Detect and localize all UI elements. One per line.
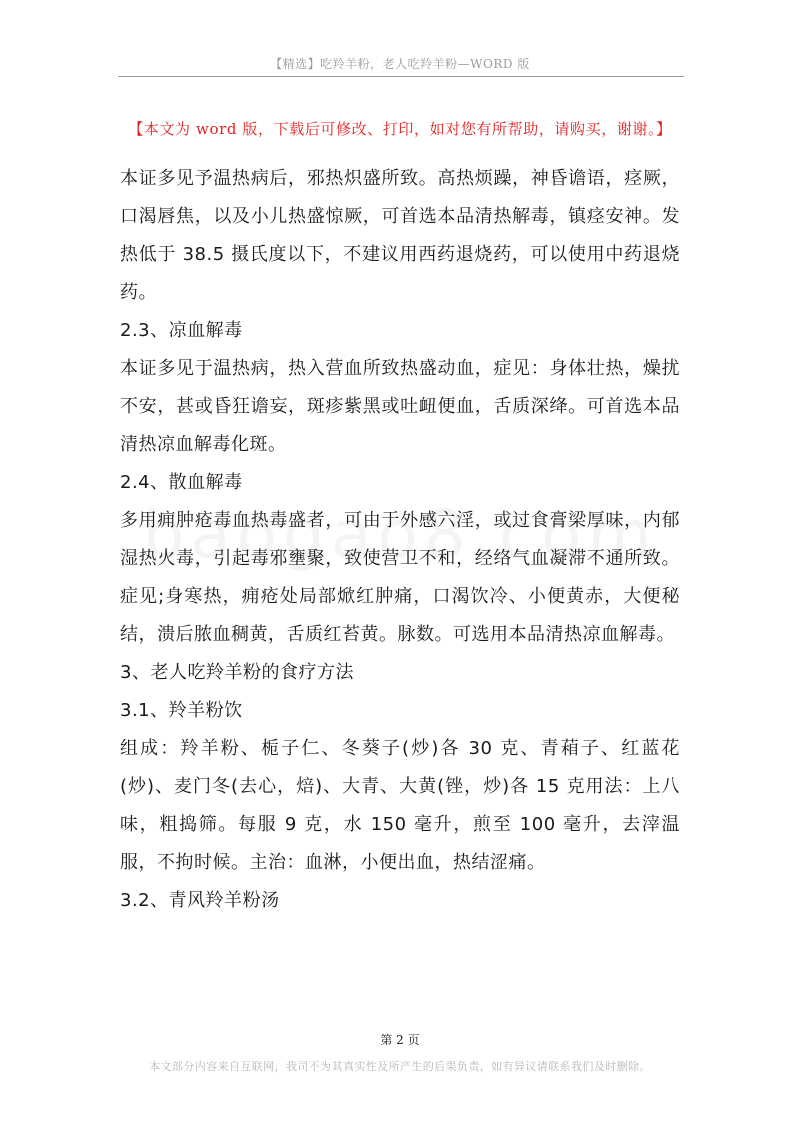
footer-disclaimer: 本文部分内容来自互联网，我司不为其真实性及所产生的后果负责，如有异议请联系我们及时删除。 [149,1060,651,1073]
page-number: 第 2 页 [380,1033,420,1047]
header-divider [118,76,684,77]
paragraph-recipe: 组成：羚羊粉、栀子仁、冬葵子(炒)各 30 克、青葙子、红蓝花(炒)、麦门冬(去心，焙)、大青、大黄(锉，炒)各 15 克用法：上八味，粗捣筛。每服 9 克，水 150 毫升，煎至 100 毫升，去滓温服，不拘时候。主治：血淋，小便出血，热结涩痛。 [120,738,680,873]
section-heading-3-2: 3.2、青风羚羊粉汤 [120,890,280,911]
section-heading-3: 3、老人吃羚羊粉的食疗方法 [120,662,354,683]
paragraph-clearing-heat: 本证多见予温热病后，邪热炽盛所致。高热烦躁，神昏谵语，痉厥，口渴唇焦，以及小儿热盛惊厥，可首选本品清热解毒，镇痉安神。发热低于 38.5 摄氏度以下，不建议用西药退烧药，可以使用中药退烧药。 [120,168,680,303]
paragraph-cooling-blood: 本证多见于温热病，热入营血所致热盛动血，症见：身体壮热，燥扰不安，甚或昏狂谵妄，斑疹紫黑或吐衄便血，舌质深绛。可首选本品清热凉血解毒化斑。 [120,358,680,455]
download-notice: 【本文为 word 版，下载后可修改、打印，如对您有所帮助，请购买，谢谢。】 [128,120,672,138]
document-body [120,160,680,920]
section-heading-2-3: 2.3、凉血解毒 [120,320,243,341]
page-header: 【精选】吃羚羊粉，老人吃羚羊粉—WORD 版 [270,57,530,71]
paragraph-dispersing-blood: 多用痈肿疮毒血热毒盛者，可由于外感六淫，或过食膏梁厚味，内郁湿热火毒，引起毒邪壅聚，致使营卫不和，经络气血凝滞不通所致。症见;身寒热，痈疮处局部焮红肿痛，口渴饮冷、小便黄赤，大便秘结，溃后脓血稠黄，舌质红苔黄。脉数。可选用本品清热凉血解毒。 [120,510,680,645]
section-heading-3-1: 3.1、羚羊粉饮 [120,700,243,721]
section-heading-2-4: 2.4、散血解毒 [120,472,243,493]
